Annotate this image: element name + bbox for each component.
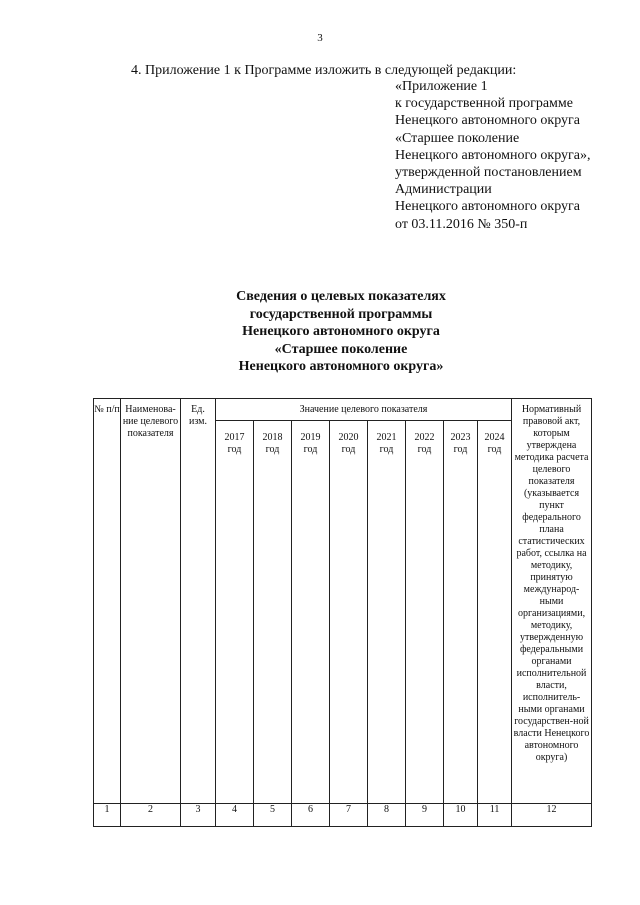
appendix-header <box>395 78 590 233</box>
amendment-item-text: 4. Приложение 1 к Программе изложить в следующей редакции: <box>131 63 517 78</box>
header-cell-year <box>406 421 444 804</box>
appendix-line: Ненецкого автономного округа <box>395 113 580 129</box>
year-label: 2019 <box>300 432 321 443</box>
year-suffix: год <box>341 444 356 455</box>
year-suffix: год <box>303 444 318 455</box>
year-label: 2018 <box>262 432 283 443</box>
header-cell-year <box>330 421 368 804</box>
title-line: государственной программы <box>249 306 433 322</box>
year-label: 2024 <box>484 432 505 443</box>
year-label: 2022 <box>414 432 435 443</box>
column-number-cell: 10 <box>444 804 478 827</box>
header-cell-norm-act: Нормативный правовой акт, которым утверждена методика расчета целевого показателя (указывается пункт федерального плана статистических работ, ссылка на методику, принятую международ-ными организациями, методику, утвержденную федеральными органами исполнительной власти, исполнитель-ными органами государствен-ной власти Ненецкого автономного округа) <box>512 399 592 804</box>
column-number-cell: 12 <box>512 804 592 827</box>
column-number-cell: 9 <box>406 804 444 827</box>
appendix-line: Ненецкого автономного округа», <box>395 147 591 163</box>
column-number-row <box>94 804 592 827</box>
appendix-line: Администрации <box>395 182 492 198</box>
appendix-line: «Старшее поколение <box>395 130 520 146</box>
header-cell-value-group: Значение целевого показателя <box>216 399 512 421</box>
table-title <box>0 288 640 376</box>
year-suffix: год <box>379 444 394 455</box>
year-suffix: год <box>417 444 432 455</box>
indicators-table <box>93 398 592 827</box>
header-cell-unit: Ед. изм. <box>181 399 216 804</box>
column-number-cell: 5 <box>254 804 292 827</box>
column-number-cell: 11 <box>478 804 512 827</box>
table-header-row <box>94 399 592 421</box>
year-suffix: год <box>487 444 502 455</box>
column-number-cell: 2 <box>121 804 181 827</box>
header-cell-year <box>368 421 406 804</box>
year-suffix: год <box>265 444 280 455</box>
appendix-line: от 03.11.2016 № 350-п <box>395 216 528 232</box>
column-number-cell: 3 <box>181 804 216 827</box>
appendix-line: к государственной программе <box>395 96 573 112</box>
appendix-line: «Приложение 1 <box>395 79 488 94</box>
title-line: Ненецкого автономного округа» <box>238 359 444 374</box>
title-line: «Старшее поколение <box>274 341 408 357</box>
column-number-cell: 4 <box>216 804 254 827</box>
year-label: 2021 <box>376 432 397 443</box>
title-line: Ненецкого автономного округа <box>242 324 440 339</box>
header-cell-year <box>478 421 512 804</box>
column-number-cell: 1 <box>94 804 121 827</box>
header-cell-no: № п/п <box>94 399 121 804</box>
header-cell-year <box>444 421 478 804</box>
header-cell-name: Наименова-ние целевого показателя <box>121 399 181 804</box>
column-number-cell: 7 <box>330 804 368 827</box>
appendix-line: Ненецкого автономного округа <box>395 199 580 215</box>
year-label: 2017 <box>224 432 245 443</box>
year-label: 2023 <box>450 432 471 443</box>
header-cell-year <box>292 421 330 804</box>
year-suffix: год <box>453 444 468 455</box>
page-number: 3 <box>317 32 323 44</box>
column-number-cell: 6 <box>292 804 330 827</box>
title-line: Сведения о целевых показателях <box>236 289 446 304</box>
header-cell-year <box>254 421 292 804</box>
header-cell-year <box>216 421 254 804</box>
year-suffix: год <box>227 444 242 455</box>
appendix-line: утвержденной постановлением <box>395 165 582 181</box>
column-number-cell: 8 <box>368 804 406 827</box>
year-label: 2020 <box>338 432 359 443</box>
